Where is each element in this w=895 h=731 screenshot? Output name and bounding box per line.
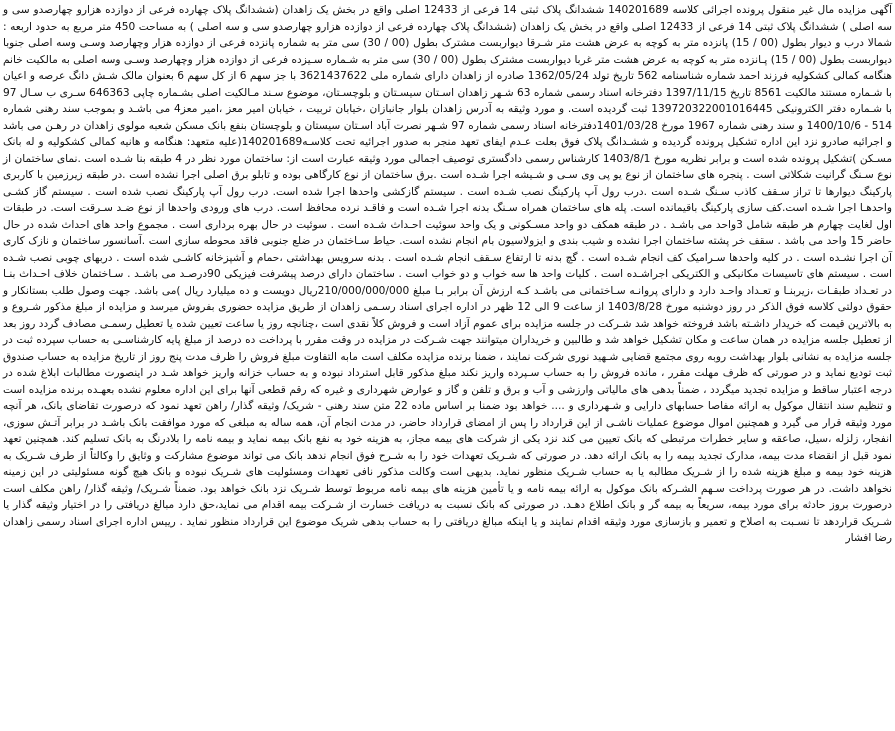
auction-notice-text: آگهی مزایده مال غیر منقول پرونده اجرائی کلاسه 140201689 ششدانگ پلاک ثبتی 14 فرعی از 12433 اصلی واقع در بخش یک زاهدان (ششدانگ پلاک چهارده فرعی از دوازده هزارو چهارصدو سی و سه اصلی ) ششدانگ پلاک ثبتی 14 فرعی از 12433 اصلی واقع در بخش یک زاهدان (ششدانگ پلاک چهارده فرعی از دوازده هزارو چهارصدو سی و سه اصلی ) به مساحت 450 متر مربع به حدود اربعه : شمالا درب و دیوار بطول (00 / 15) پانزده متر به کوچه به عرض هشت متر شـرقا دیواربست مشترک بطول (00 / 30) سی متر به شماره پانزده فرعی از دوازده هزار وچهارصد وسـی وسه اصلی جنوبا دیواربست بطول (00 / 15) پـانزده متر به کوچه به عرض هشت متر غربا دیواربست مشترک بطول (00 / 30) سی متر به شـماره سـیزده فرعی از دوازده هزار وچهارصد وسـی وسه اصلی به مالکیت خانم هنگامه کمالی کشکولیه فرزند احمد شماره شناسنامه 562 تاریخ تولد 1362/05/24 صادره از زاهدان دارای شماره ملی 3621437622 با جز سهم 6 از کل سهم 6 بعنوان مالک شـش دانگ عرصه و اعیان با شـماره مستند مالکیت 8561 تاریخ 1397/11/15 دفترخانه اسناد رسمی شماره 63 شـهر زاهدان اسـتان سیسـتان و بلوچسـتان، موضوع سـند مـالکیت اصلی بشـماره چاپی 646363 سـری ب سـال 97 با شـماره دفتر الکترونیکی 139720322001016445 ثبت گردیده است. و مورد وثیقه به آدرس زاهدان بلوار جانبازان ،خیابان تربیت ، خیابان امیر معز ،امیر معز4 می باشـد و بموجب سند رهنی شماره 514 - 1400/10/6 و سند رهنی شماره 1967 مورخ 1401/03/28دفترخانه اسناد رسمی شماره 97 شـهر نصرت آباد اسـتان سیستان و بلوچستان بنفع بانک مسکن شعبه مولوی زاهدان در رهـن می باشد و اجرائیه صادرو نزد این اداره تشکیل پرونده گردیده و ششـدانگ پلاک فوق بعلت عـدم ایفای تعهد منجر به صدور اجرائیه تحت کلاسـه140201689(علیه متعهد: هنگامه و هانیه کمالی کشکولیه و له بانک مسـکن )تشکیل پرونده شده است و برابر نظریه مورخ 1403/8/1 کارشناس رسمی دادگستری توصیف اجمالی مورد وثیقه عبارت است از: ساختمان مورد نظر در 4 طبقه بنا شـده است .نمای ساختمان از نوع سـنگ گرانیت شکلاتی است . پنجره های ساختمان از نوع یو پی وی سـی و شـیشه اجرا شـده است .برق ساختمان از نوع کارگاهی بوده و تابلو برق اصلی اجرا نشده است .در طبقه زیرزمین با کاربری پارکینگ دیوارها تا تراز سـقف کاذب سـنگ شـده است .درب رول آپ پارکینگ نصب شـده است . سیستم گازکشی واحدها اجرا شده است. درب رول آپ پارکینگ نصب شده است . سیستم گاز کشـی واحدهـا اجرا شـده است.کف سازی پارکینگ باقیمانده است. پله های ساختمان همراه سـنگ بدنه اجرا شـده است و فاقـد نرده محافظ است. درب های ورودی واحدها از نوع ضـد سـرقت است. در طبقات اول لغایت چهارم هر طبقه شامل 3واحد می باشـد . در طبقه همکف دو واحد مسـکونی و یک واحد سوئیت احـداث شـده است . سوئیت در حال بهره برداری است . مجموع واحد های احداث شده در حال حاضر 15 واحد می باشد . سقف خر پشته ساختمان اجرا نشده و شیب بندی و ایزولاسیون بام انجام نشده است. حیاط سـاختمان در ضلع جنوبی فاقد محوطه سازی است .آسانسور ساختمان و نازک کاری آن اجرا نشـده است . در کلیه واحدها سـرامیک کف انجام شـده است . گچ بدنه تا ارتفاع سـقف انجام شـده است . بدنه سرویس بهداشتی ،حمام و آشپزخانه کاشـی شده است . دربهای چوبی نصب شـده است . سیستم های تاسیسات مکانیکی و الکتریکی اجراشـده است . کلیات واحد ها سه خواب و دو خواب است . ساختمان دارای درصد پیشرفت فیزیکی 90درصـد می باشـد . سـاختمان خلاف احـداث بنـا در تعـداد طبقـات ،زیربنـا و تعـداد واحـد دارد و دارای پروانـه سـاختمانی می باشـد کـه ارزش آن برابر بـا مبلغ 210/000/000/000ریال دویست و ده میلیارد ریال )می باشد. جهت وصول طلب بستانکار و حقوق دولتی کلاسه فوق الذکر در روز دوشنبه مورخ 1403/8/28 از ساعت 9 الی 12 ظهر در اداره اجرای اسناد رسـمی زاهدان از طریق مزایده حضوری بفروش میرسد و مزایده از مبلغ مذکور شـروع و به بالاترین قیمت که خریدار داشـته باشد فروخته خواهد شد شـرکت در جلسه مزایده برای عموم آزاد است و فروش کلاً نقدی است ،چنانچه روز یا ساعت تعیین شده یا تعطیل رسمـی مصادف گردد روز بعد از تعطیل جلسه مزایده در همان ساعت و مکان تشکیل خواهد شد و طالبین و خریداران میتوانند جهت شـرکت در مزایده در وقت مقرر با پرداخت ده درصد از مبلغ پایه کارشناسـی به حساب سپرده ثبت در جلسه مزایده به نشانی بلوار بهداشت روبه روی مجتمع قضایی شـهید نوری شرکت نمایند ، ضمنا برنده مزایده مکلف است مابه التفاوت مبلغ فروش را ظرف مدت پنج روز از تاریخ مزایده به حساب صندوق ثبت تودیع نماید و در صورتی که ظرف مهلت مقرر ، مانده فروش را به حساب سـپرده واریز نکند مبلغ مذکور قابل استرداد نبوده و به حساب خزانه واریز خواهد شـد در اینصورت مطالبات ابلاغ شده در درجه اعتبار ساقط و مزایده تجدید میگردد ، ضمناً بدهی های مالیاتی وارزشی و آب و برق و تلفن و گاز و عوارض شهرداری و غیره که رقم قطعی آنها برای این اداره معلوم نشده بعهـده برنده مزایده است و تنظیم سند انتقال موکول به ارائه مفاصا حسابهای دارایی و شـهرداری و .... خواهد بود ضمنا بر اساس ماده 22 متن سند رهنی - شریک/ وثیقه گذار/ راهن تعهد نمود که درصورت تقاضای بانک، هر آنچه مورد وثیقه قرار می گیرد و همچنین اموال موضوع عملیات ناشـی از این قرارداد را پس از امضای قرارداد حاضر، در مدت انجام آن، همه ساله به مبلغی که مورد موافقت بانک باشـد در برابر آتـش سوزی، انفجار، زلزله ،سیل، صاعقه و سایر خطرات مرتبطی که بانک تعیین می کند نزد یکی از شرکت های بیمه مجاز، به هزینه خود به نفع بانک بیمه نماید و بیمه نامه را بلادرنگ به بانک تسلیم کند. همچنین تعهد نمود قبل از انقضاء مدت بیمه، مدارک تجدید بیمه را به بانک ارائه دهد. در صورتی که شـریک تعهدات خود را به شـرح فوق انجام ندهد بانک می تواند موضوع مشارکت و وثایق را وکالتاً از طرف شـریک به هزینه خود بیمه و مبلغ هزینه شده را از شـریک مطالبه یا به حساب شـریک منظور نماید. بدیهی است وکالت مذکور نافی تعهدات ومسئولیت های شـریک نبوده و بانک هیچ گونه مسئولیتی در این زمینه نخواهد داشت. در هر صورت پرداخت سـهم الشـرکه بانک موکول به ارائه بیمه نامه و یا تأمین هزینه های بیمه نامه مربوط توسط شـریک نزد بانک خواهد بود. ضمناً شـریک/ وثیقه گذار/ راهن مکلف است درصورت بروز حادثه برای مورد بیمه، سریعاً به بیمه گر و بانک اطلاع دهـد. در صورتی که بانک نسبت به دریافت خسارت از شـرکت بیمه اقدام می نماید،حق دارد مبالغ دریافتی را در اختیار وثیقه گذار یا شـریک قراردهد تا نسـبت به اصلاح و تعمیر و بازسازی مورد وثیقه اقدام نمایند و یا اینکه مبالغ دریافتی را به حساب بدهی شریک موضوع این قرارداد منظور نماید . رییس اداره اجرای اسناد رسمی زاهدان رضا افشار	[3, 4, 893, 544]
